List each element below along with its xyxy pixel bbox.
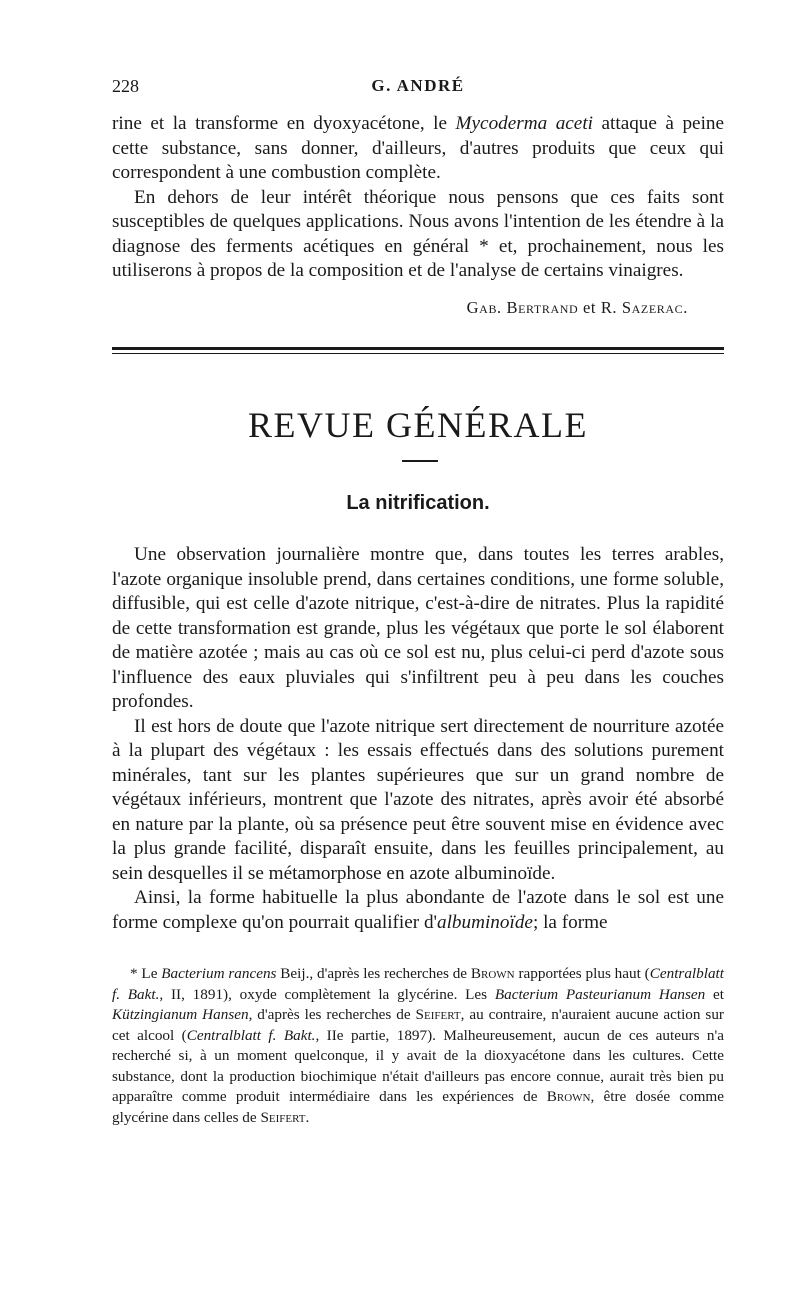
paragraph: En dehors de leur intérêt théorique nous pensons que ces faits sont susceptibles de quelques applications. Nous avons l'intention de les étendre à la diagnose des ferments acétiques en général * et, prochainement, nous les utiliserons à propos de la composition et de l'analyse de certains vinaigres. <box>112 186 724 281</box>
article-body <box>112 543 724 935</box>
continued-article-text <box>112 112 724 284</box>
running-head: G. ANDRÉ <box>371 76 465 95</box>
paragraph: rine et la transforme en dyoxyacétone, le Mycoderma aceti attaque à peine cette substance, sans donner, d'ailleurs, d'autres produits que ceux qui correspondent à une combustion complète. <box>112 113 725 183</box>
section-divider-thin <box>112 353 724 354</box>
paragraph: Une observation journalière montre que, dans toutes les terres arables, l'azote organique insoluble prend, dans certaines conditions, une forme soluble, diffusible, qui est celle d'azote nitrique, c'est-à-dire de nitrates. Plus la rapidité de cette transformation est grande, plus les végétaux que porte le sol élaborent de matière azotée ; mais au cas où ce sol est nu, plus celui-ci perd d'azote sous l'influence des eaux pluviales qui s'infiltrent peu à peu dans les couches profondes. <box>112 544 724 712</box>
title-rule <box>402 460 438 462</box>
page-number: 228 <box>112 76 139 96</box>
page-header <box>112 76 724 102</box>
section-divider-thick <box>112 347 724 350</box>
author-signature: Gab. Bertrand et R. Sazerac. <box>466 298 688 317</box>
footnote: * Le Bacterium rancens Beij., d'après les recherches de Brown rapportées plus haut (Centralblatt f. Bakt., II, 1891), oxyde complètement la glycérine. Les Bacterium Pasteurianum Hansen et Kützingianum Hansen, d'après les recherches de Seifert, au contraire, n'auraient aucune action sur cet alcool (Centralblatt f. Bakt., IIe partie, 1897). Malheureusement, aucun de ces auteurs n'a recherché si, à un moment quelconque, il y avait de la dioxyacétone dans les cultures. Cette substance, dont la production biochimique n'était d'ailleurs pas encore connue, aurait très bien pu apparaître comme produit intermédiaire dans les expériences de Brown, être dosée comme glycérine dans celles de Seifert. <box>112 965 725 1126</box>
article-subtitle: La nitrification. <box>346 492 490 514</box>
paragraph: Il est hors de doute que l'azote nitrique sert directement de nourriture azotée à la plupart des végétaux : les essais effectués dans des solutions purement minérales, tant sur les plantes supérieures que sur un grand nombre de végétaux inférieurs, montrent que l'azote des nitrates, après avoir été absorbé en nature par la plante, où sa présence peut être souvent mise en évidence avec la plus grande facilité, disparaît ensuite, dans les feuilles principalement, au sein desquelles il se métamorphose en azote albuminoïde. <box>112 715 724 884</box>
paragraph: Ainsi, la forme habituelle la plus abondante de l'azote dans le sol est une forme complexe qu'on pourrait qualifier d'albuminoïde; la forme <box>112 887 724 933</box>
section-title: REVUE GÉNÉRALE <box>248 405 588 445</box>
